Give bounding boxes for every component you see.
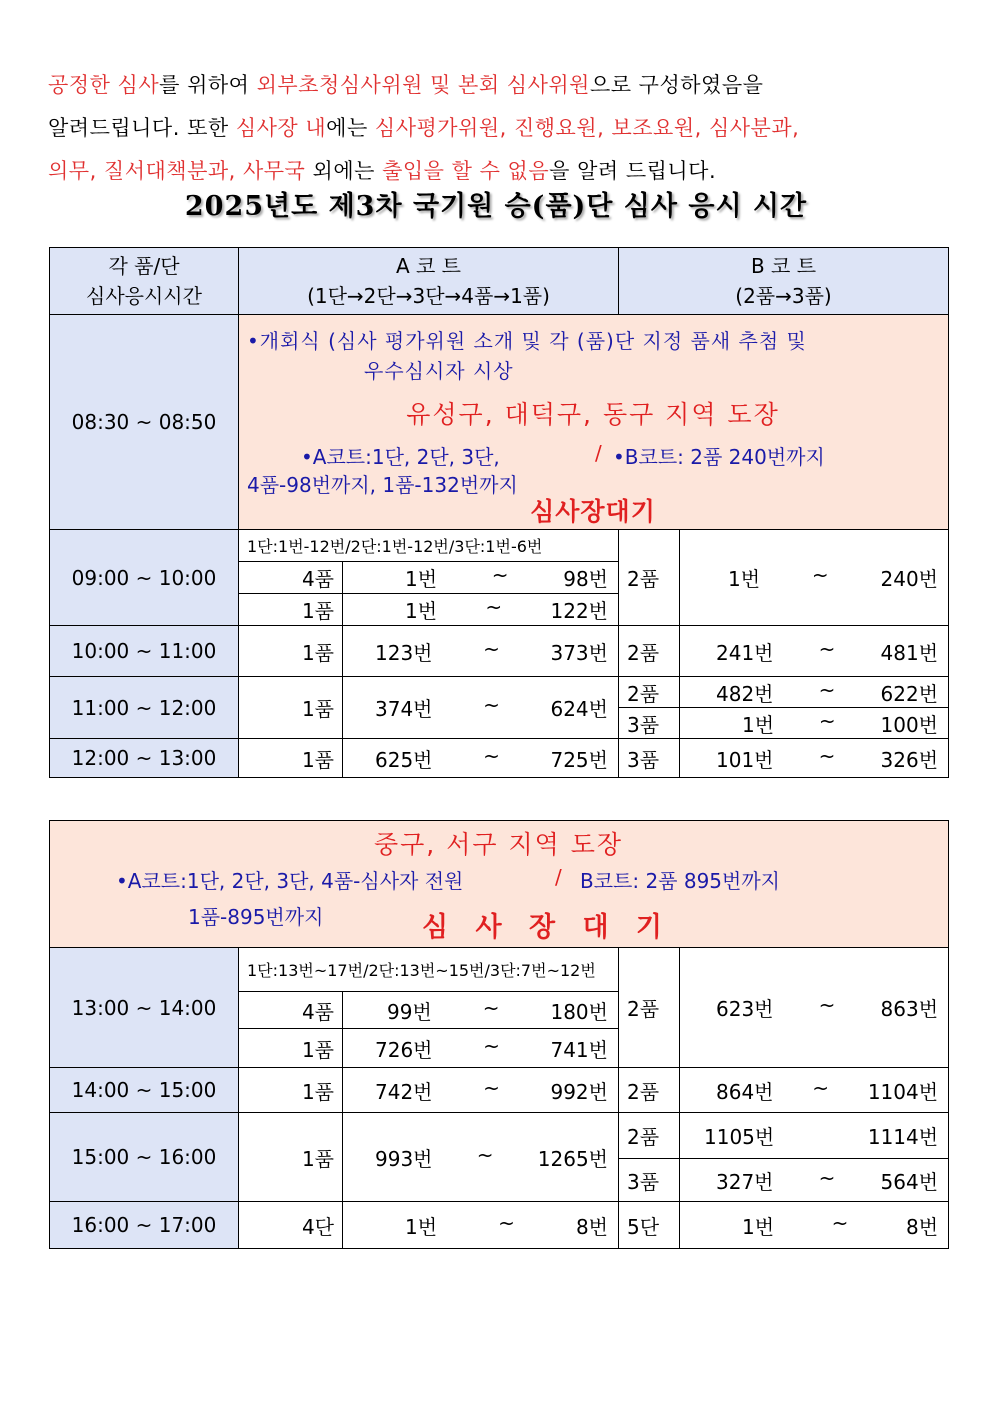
opening-award-line: 우수심시자 시상 (364, 359, 514, 383)
a-to: 624번 (550, 697, 608, 721)
b-from: 327번 (716, 1169, 774, 1194)
intro-segment: 으로 구성하였음을 (589, 73, 764, 97)
b-to: 100번 (880, 712, 938, 737)
b-to: 1114번 (867, 1125, 939, 1149)
opening-ceremony-line: •개회식 (심사 평가위원 소개 및 각 (품)단 지정 품새 추첨 및 (247, 329, 807, 353)
intro-segment: 공정한 심사 (48, 73, 160, 97)
b-to: 326번 (880, 747, 939, 772)
b-range (680, 677, 949, 708)
a-grade: 4품 (239, 562, 343, 594)
b-from: 864번 (716, 1079, 774, 1104)
a-range (343, 1202, 619, 1249)
a-range (343, 739, 619, 778)
a-court-title: A 코 트 (395, 254, 462, 278)
slot-time: 12:00 ~ 13:00 (50, 739, 239, 778)
slot-time: 09:00 ~ 10:00 (50, 530, 239, 626)
slot-time: 15:00 ~ 16:00 (50, 1113, 239, 1202)
opening-time: 08:30 ~ 08:50 (50, 315, 239, 530)
b-range (680, 626, 949, 677)
intro-notice (48, 64, 948, 193)
a-from: 123번 (375, 640, 433, 665)
header-b-court (619, 248, 949, 315)
tilde: ~ (818, 708, 836, 733)
a-range (343, 1068, 619, 1113)
a-from: 742번 (375, 1079, 433, 1104)
a-range (343, 992, 619, 1029)
b-from: 101번 (716, 747, 774, 772)
region-banner (50, 821, 949, 948)
a-court-info-2: 1품-895번까지 (188, 905, 324, 929)
b-court-info: B코트: 2품 895번까지 (580, 869, 780, 893)
b-grade: 2품 (619, 677, 680, 708)
b-range (680, 1159, 949, 1202)
a-from: 993번 (375, 1146, 433, 1171)
court-divider: / (555, 865, 562, 889)
intro-segment: 심사장 내 (235, 116, 327, 140)
a-from: 374번 (375, 697, 433, 721)
opening-banner (239, 315, 949, 530)
a-to: 8번 (575, 1214, 608, 1239)
a-from: 1번 (405, 599, 438, 623)
b-range (680, 530, 949, 626)
tilde: ~ (483, 636, 500, 661)
tilde: ~ (483, 1033, 500, 1058)
a-to: 373번 (550, 640, 608, 665)
a-grade: 4품 (239, 992, 343, 1029)
tilde: ~ (818, 993, 836, 1017)
a-to: 1265번 (537, 1146, 608, 1171)
b-to: 481번 (880, 640, 939, 665)
dan-ranges: 1단:13번~17번/2단:13번~15번/3단:7번~12번 (239, 948, 619, 992)
slot-time: 14:00 ~ 15:00 (50, 1068, 239, 1113)
tilde: ~ (483, 693, 500, 717)
slot-time: 11:00 ~ 12:00 (50, 677, 239, 739)
b-grade: 3품 (619, 708, 680, 739)
region-label: 유성구, 대덕구, 동구 지역 도장 (406, 400, 780, 429)
b-range (680, 1113, 949, 1159)
b-to: 622번 (880, 681, 939, 706)
a-to: 992번 (550, 1079, 608, 1104)
b-to: 1104번 (867, 1079, 939, 1104)
waiting-label: 심 사 장 대 기 (422, 912, 672, 943)
tilde: ~ (831, 1210, 849, 1235)
b-grade: 3품 (619, 739, 680, 778)
tilde: ~ (483, 743, 500, 768)
b-from: 623번 (716, 997, 774, 1021)
tilde: ~ (482, 995, 500, 1020)
b-from: 1105번 (704, 1125, 775, 1149)
tilde: ~ (818, 636, 836, 661)
b-court-title: B 코 트 (750, 254, 817, 278)
intro-segment: 심사평가위원, 진행요원, 보조요원, 심사분과, (374, 116, 800, 140)
a-grade: 1품 (239, 677, 343, 739)
b-from: 241번 (716, 640, 774, 665)
intro-segment: 출입을 할 수 없음 (382, 159, 550, 183)
b-grade: 2품 (619, 626, 680, 677)
a-range (343, 1029, 619, 1068)
header-time-label-2: 심사응시시간 (86, 284, 202, 308)
a-range (343, 562, 619, 594)
a-grade: 1품 (239, 739, 343, 778)
tilde: ~ (491, 563, 509, 587)
slot-time: 10:00 ~ 11:00 (50, 626, 239, 677)
intro-segment: 에는 (326, 116, 375, 140)
intro-segment: 외부초청심사위원 및 본회 심사위원 (256, 73, 590, 97)
b-range (680, 1068, 949, 1113)
a-to: 741번 (550, 1037, 608, 1062)
intro-line-2 (48, 107, 948, 150)
a-from: 1번 (405, 567, 438, 591)
waiting-label: 심사장대기 (530, 497, 656, 526)
b-to: 8번 (906, 1214, 939, 1239)
a-to: 180번 (550, 999, 608, 1024)
intro-segment: 의무, 질서대책분과, 사무국 (48, 159, 306, 183)
tilde: ~ (818, 743, 836, 768)
b-to: 863번 (880, 997, 939, 1021)
tilde: ~ (818, 677, 836, 702)
a-range (343, 626, 619, 677)
schedule-table-1 (49, 247, 949, 778)
header-a-court (239, 248, 619, 315)
tilde: ~ (485, 595, 503, 619)
a-from: 726번 (375, 1037, 433, 1062)
intro-segment: 을 알려 드립니다. (549, 159, 717, 183)
a-grade: 1품 (239, 626, 343, 677)
b-grade: 5단 (619, 1202, 680, 1249)
a-court-info: •A코트:1단, 2단, 3단, (301, 445, 500, 469)
tilde: ~ (812, 1075, 830, 1100)
header-time-col (50, 248, 239, 315)
a-range (343, 1113, 619, 1202)
b-from: 1번 (742, 712, 775, 737)
schedule-table-2 (49, 820, 949, 1249)
court-divider: / (595, 441, 602, 465)
a-to: 122번 (550, 599, 608, 623)
b-range (680, 739, 949, 778)
a-court-order: (1단→2단→3단→4품→1품) (307, 284, 550, 308)
intro-segment: 알려드립니다. 또한 (48, 116, 236, 140)
tilde: ~ (498, 1210, 515, 1235)
b-grade: 2품 (619, 948, 680, 1068)
a-to: 725번 (550, 747, 608, 772)
a-from: 99번 (387, 999, 432, 1024)
b-to: 564번 (880, 1169, 939, 1194)
b-from: 1번 (728, 567, 761, 591)
tilde: ~ (476, 1142, 494, 1167)
b-range (680, 708, 949, 739)
dan-ranges: 1단:1번-12번/2단:1번-12번/3단:1번-6번 (239, 530, 619, 562)
a-court-info-2: 4품-98번까지, 1품-132번까지 (247, 473, 518, 497)
tilde: ~ (818, 1165, 836, 1190)
a-grade: 1품 (239, 1113, 343, 1202)
b-court-info: •B코트: 2품 240번까지 (613, 445, 825, 469)
a-from: 1번 (405, 1214, 438, 1239)
tilde: ~ (483, 1075, 500, 1100)
slot-time: 16:00 ~ 17:00 (50, 1202, 239, 1249)
a-from: 625번 (375, 747, 433, 772)
page-title: 2025년도 제3차 국기원 승(품)단 심사 응시 시간 (184, 191, 808, 222)
b-grade: 2품 (619, 1068, 680, 1113)
b-range (680, 1202, 949, 1249)
tilde: ~ (811, 563, 829, 587)
b-to: 240번 (880, 567, 938, 591)
a-grade: 4단 (239, 1202, 343, 1249)
a-court-info: •A코트:1단, 2단, 3단, 4품-심사자 전원 (116, 869, 464, 893)
b-grade: 2품 (619, 1113, 680, 1159)
b-grade: 3품 (619, 1159, 680, 1202)
slot-time: 13:00 ~ 14:00 (50, 948, 239, 1068)
b-range (680, 948, 949, 1068)
a-range (343, 677, 619, 739)
b-court-order: (2품→3품) (735, 284, 832, 308)
header-time-label-1: 각 품/단 (108, 254, 180, 278)
intro-segment: 를 위하여 (159, 73, 257, 97)
b-from: 482번 (716, 681, 774, 706)
a-to: 98번 (563, 567, 608, 591)
region-label: 중구, 서구 지역 도장 (374, 830, 623, 859)
a-grade: 1품 (239, 1068, 343, 1113)
intro-line-1 (48, 64, 948, 107)
a-grade: 1품 (239, 1029, 343, 1068)
a-range (343, 594, 619, 626)
intro-segment: 외에는 (305, 159, 383, 183)
a-grade: 1품 (239, 594, 343, 626)
b-grade: 2품 (619, 530, 680, 626)
b-from: 1번 (742, 1214, 775, 1239)
